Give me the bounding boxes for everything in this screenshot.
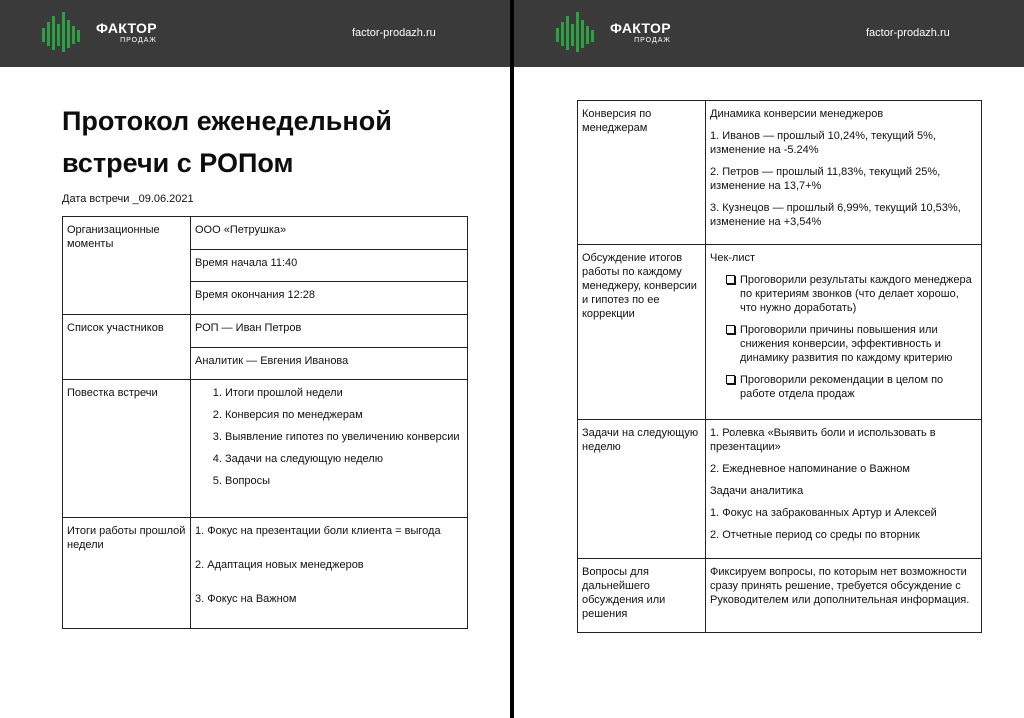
label-agenda: Повестка встречи — [63, 380, 191, 518]
result-item: 1. Фокус на презентации боли клиента = выгода — [195, 525, 441, 537]
site-link[interactable]: factor-prodazh.ru — [866, 27, 950, 39]
task-item: 2. Ежедневное напоминание о Важном — [710, 463, 910, 475]
checklist-item — [726, 273, 977, 315]
checklist-item — [726, 373, 977, 401]
checklist-heading: Чек-лист — [710, 252, 756, 264]
checkbox-icon — [726, 325, 735, 334]
agenda-item: 4. Задачи на следующую неделю — [225, 452, 463, 466]
logo-bars-icon — [40, 12, 92, 52]
results-cell — [191, 518, 468, 629]
tasks-cell — [706, 420, 982, 559]
checklist-item-text: Проговорили причины повышения или снижения конверсии, эффективность и динамику развития по каждому критерию — [740, 324, 953, 364]
document-page-left — [0, 0, 510, 718]
label-conversion: Конверсия по менеджерам — [578, 101, 706, 245]
protocol-table-part-2 — [577, 100, 982, 633]
agenda-item: 3. Выявление гипотез по увеличению конверсии — [225, 430, 463, 444]
participant-rop: РОП — Иван Петров — [191, 315, 468, 348]
agenda-cell — [191, 380, 468, 518]
agenda-item: 5. Вопросы — [225, 474, 463, 488]
page-header — [514, 0, 1024, 67]
brand-logo — [40, 12, 157, 52]
label-participants: Список участников — [63, 315, 191, 380]
checklist-item-text: Проговорили результаты каждого менеджера по критериям звонков (что делает хорошо, что нужно доработать) — [740, 274, 972, 314]
conversion-item: 2. Петров — прошлый 11,83%, текущий 25%, изменение на 13,7+% — [710, 166, 941, 192]
agenda-list — [195, 386, 463, 488]
checkbox-icon — [726, 275, 735, 284]
org-end-time: Время окончания 12:28 — [191, 282, 468, 315]
checklist-item — [726, 323, 977, 365]
site-link[interactable]: factor-prodazh.ru — [352, 27, 436, 39]
participant-analyst: Аналитик — Евгения Иванова — [191, 348, 468, 380]
conversion-item: 1. Иванов — прошлый 10,24%, текущий 5%, изменение на -5.24% — [710, 130, 936, 156]
logo-bars-icon — [554, 12, 606, 52]
brand-title: ФАКТОР — [96, 19, 157, 36]
protocol-table-part-1 — [62, 216, 468, 629]
org-company: ООО «Петрушка» — [191, 217, 468, 250]
checklist-item-text: Проговорили рекомендации в целом по работе отдела продаж — [740, 374, 944, 400]
analyst-tasks-heading: Задачи аналитика — [710, 485, 804, 497]
conversion-item: 3. Кузнецов — прошлый 6,99%, текущий 10,53%, изменение на +3,54% — [710, 202, 961, 228]
result-item: 3. Фокус на Важном — [195, 593, 297, 605]
agenda-item: 2. Конверсия по менеджерам — [225, 408, 463, 422]
label-results: Итоги работы прошлой недели — [63, 518, 191, 629]
agenda-item: 1. Итоги прошлой недели — [225, 386, 463, 400]
meeting-date: Дата встречи _09.06.2021 — [62, 193, 194, 205]
document-page-right — [514, 0, 1024, 718]
checklist — [710, 273, 977, 401]
conversion-heading: Динамика конверсии менеджеров — [710, 108, 884, 120]
brand-title: ФАКТОР — [610, 19, 671, 36]
label-org: Организационные моменты — [63, 217, 191, 315]
analyst-task-item: 2. Отчетные период со среды по вторник — [710, 529, 920, 541]
label-discussion: Обсуждение итогов работы по каждому менеджеру, конверсии и гипотез по ее коррекции — [578, 245, 706, 420]
brand-subtitle: ПРОДАЖ — [634, 36, 671, 44]
brand-logo — [554, 12, 671, 52]
questions-text: Фиксируем вопросы, по которым нет возможности сразу принять решение, требуется обсуждение с Руководителем или дополнительная информация. — [706, 559, 982, 633]
discussion-cell — [706, 245, 982, 420]
analyst-task-item: 1. Фокус на забракованных Артур и Алексей — [710, 507, 937, 519]
brand-subtitle: ПРОДАЖ — [120, 36, 157, 44]
page-header — [0, 0, 510, 67]
checkbox-icon — [726, 375, 735, 384]
result-item: 2. Адаптация новых менеджеров — [195, 559, 364, 571]
document-title: Протокол еженедельной встречи с РОПом — [62, 106, 392, 178]
label-tasks: Задачи на следующую неделю — [578, 420, 706, 559]
conversion-cell — [706, 101, 982, 245]
label-questions: Вопросы для дальнейшего обсуждения или решения — [578, 559, 706, 633]
task-item: 1. Ролевка «Выявить боли и использовать в презентации» — [710, 427, 936, 453]
org-start-time: Время начала 11:40 — [191, 250, 468, 282]
